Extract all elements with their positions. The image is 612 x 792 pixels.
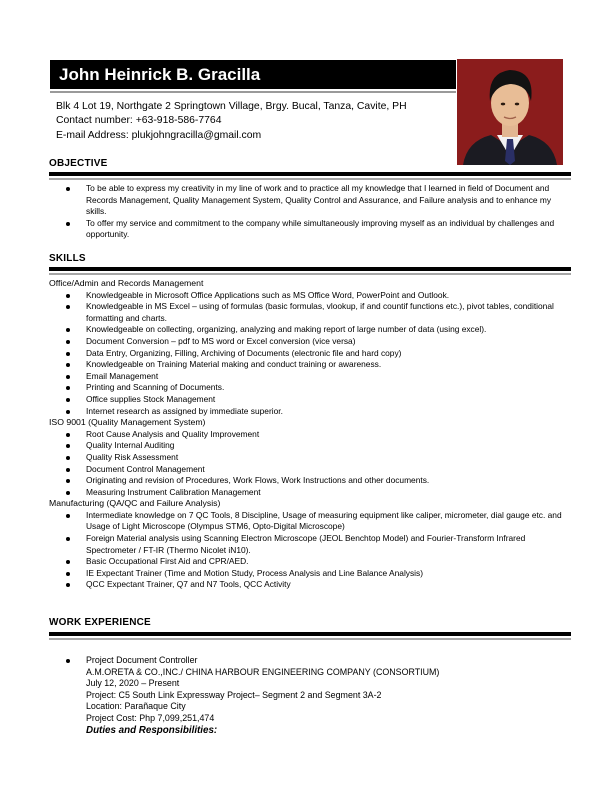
- applicant-name: John Heinrick B. Gracilla: [59, 65, 261, 84]
- company-name: A.M.ORETA & CO.,INC./ CHINA HARBOUR ENGINEERING COMPANY (CONSORTIUM): [86, 666, 440, 677]
- name-underline: [50, 91, 456, 93]
- list-item: Knowledgeable in MS Excel – using of formulas (basic formulas, vlookup, if and countif functions etc.), pivot tables, conditional formatting and charts.: [49, 301, 571, 324]
- phone-line: Contact number: +63-918-586-7764: [56, 115, 222, 127]
- list-item: Data Entry, Organizing, Filling, Archiving of Documents (electronic file and hard copy): [49, 348, 571, 360]
- list-item: To be able to express my creativity in my line of work and to practice all my knowledge that I learned in field of Document and Records Management, Quality Management System, Quality Control and Assurance, and Failure analysis and to enhance my skills.: [49, 183, 565, 218]
- email-line: E-mail Address: plukjohngracilla@gmail.com: [56, 129, 262, 141]
- work-rule-thick: [49, 632, 571, 636]
- skills-heading: SKILLS: [49, 253, 86, 264]
- list-item: Office supplies Stock Management: [49, 394, 571, 406]
- skills-rule-thin: [49, 273, 571, 275]
- project-name: Project: C5 South Link Expressway Project– Segment 2 and Segment 3A-2: [86, 689, 382, 700]
- list-item: Quality Internal Auditing: [49, 440, 571, 452]
- objective-rule-thick: [49, 172, 571, 176]
- work-entry: [49, 655, 571, 736]
- list-item: Knowledgeable on collecting, organizing, analyzing and making report of large number of data (using excel).: [49, 324, 571, 336]
- list-item: Originating and revision of Procedures, Work Flows, Work Instructions and other documents.: [49, 475, 571, 487]
- list-item: Knowledgeable in Microsoft Office Applications such as MS Office Word, PowerPoint and Outlook.: [49, 290, 571, 302]
- objective-heading: OBJECTIVE: [49, 158, 108, 169]
- list-item: Quality Risk Assessment: [49, 452, 571, 464]
- list-item: Foreign Material analysis using Scanning Electron Microscope (JEOL Benchtop Model) and Fourier-Transform Infrared Spectrometer / FT-IR (Thermo Nicolet iN10).: [49, 533, 571, 556]
- skill-category-title: ISO 9001 (Quality Management System): [49, 417, 206, 428]
- list-item: IE Expectant Trainer (Time and Motion Study, Process Analysis and Line Balance Analysis): [49, 568, 571, 580]
- objective-list: [49, 183, 565, 241]
- list-item: QCC Expectant Trainer, Q7 and N7 Tools, QCC Activity: [49, 579, 571, 591]
- list-item: Email Management: [49, 371, 571, 383]
- list-item: To offer my service and commitment to the company while simultaneously improving myself as an individual by challenges and opportunity.: [49, 218, 565, 241]
- list-item: Basic Occupational First Aid and CPR/AED.: [49, 556, 571, 568]
- name-banner: [50, 60, 456, 89]
- work-rule-thin: [49, 638, 571, 640]
- list-item: Root Cause Analysis and Quality Improvement: [49, 429, 571, 441]
- list-item: Knowledgeable on Training Material making and conduct training or awareness.: [49, 359, 571, 371]
- list-item: Internet research as assigned by immediate superior.: [49, 406, 571, 418]
- skills-rule-thick: [49, 267, 571, 271]
- profile-photo: [457, 59, 563, 165]
- list-item: Document Control Management: [49, 464, 571, 476]
- contact-block: [56, 100, 407, 143]
- project-cost: Project Cost: Php 7,099,251,474: [86, 712, 215, 723]
- project-location: Location: Parañaque City: [86, 701, 186, 712]
- list-item: [49, 655, 571, 736]
- objective-rule-thin: [49, 178, 571, 180]
- work-heading: WORK EXPERIENCE: [49, 617, 151, 628]
- skill-category-title: Manufacturing (QA/QC and Failure Analysis): [49, 498, 221, 509]
- skill-category-title: Office/Admin and Records Management: [49, 278, 204, 288]
- skills-list: [49, 278, 571, 591]
- list-item: Intermediate knowledge on 7 QC Tools, 8 Discipline, Usage of measuring equipment like caliper, micrometer, dial gauge etc. and Usage of Light Microscope (Olympus STM6, Opto-Digital Microscope): [49, 510, 571, 533]
- duties-label: Duties and Responsibilities:: [86, 724, 218, 736]
- list-item: Printing and Scanning of Documents.: [49, 382, 571, 394]
- list-item: Measuring Instrument Calibration Management: [49, 487, 571, 499]
- job-position: Project Document Controller: [86, 655, 198, 665]
- list-item: Document Conversion – pdf to MS word or Excel conversion (vice versa): [49, 336, 571, 348]
- job-dates: July 12, 2020 – Present: [86, 678, 180, 689]
- address-line: Blk 4 Lot 19, Northgate 2 Springtown Village, Brgy. Bucal, Tanza, Cavite, PH: [56, 101, 407, 112]
